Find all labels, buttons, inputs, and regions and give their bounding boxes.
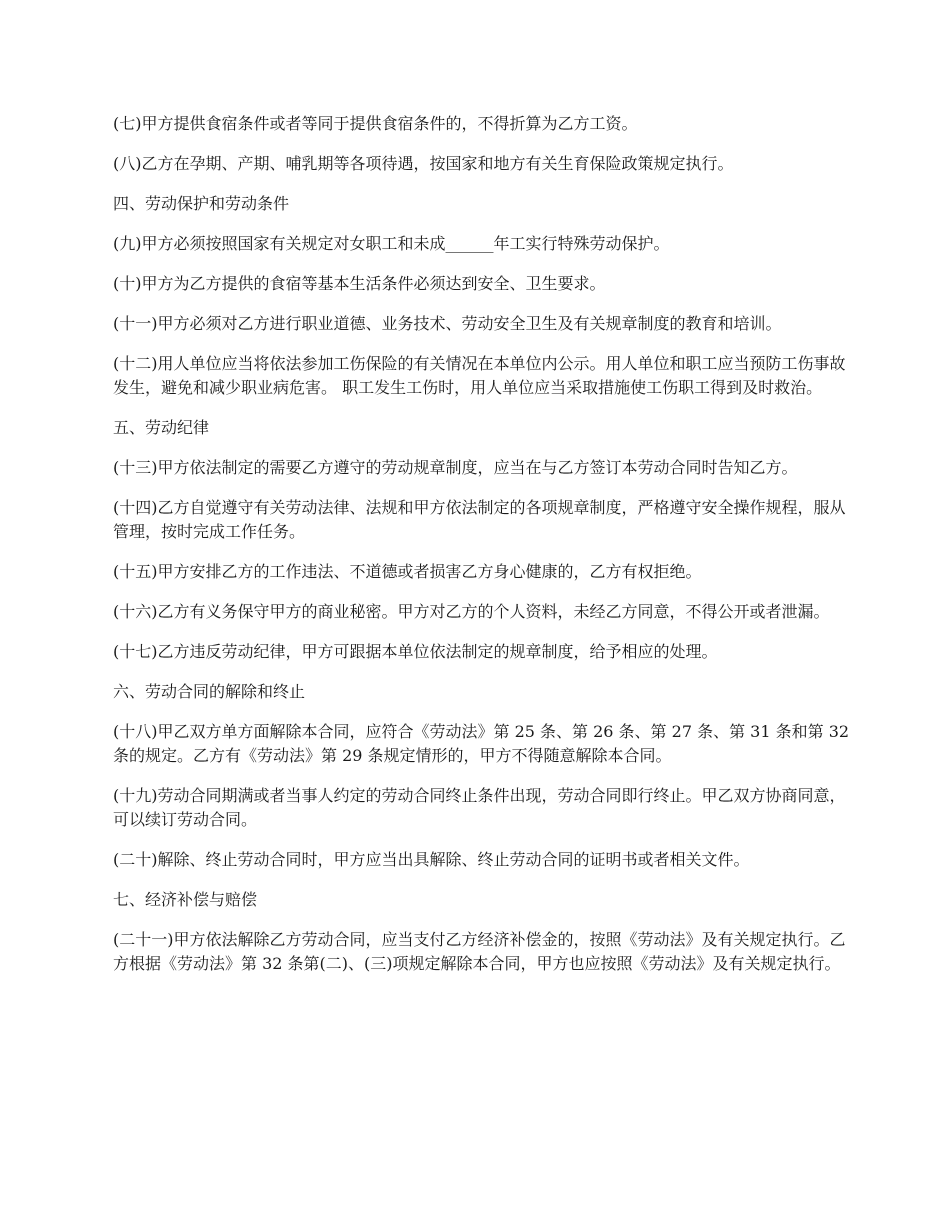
clause-14: (十四)乙方自觉遵守有关劳动法律、法规和甲方依法制定的各项规章制度，严格遵守安全操作规程，服从管理，按时完成工作任务。: [113, 498, 846, 541]
document-body: [113, 112, 853, 992]
section-heading-6: 六、劳动合同的解除和终止: [113, 682, 306, 701]
clause-9: (九)甲方必须按照国家有关规定对女职工和未成______年工实行特殊劳动保护。: [113, 234, 670, 253]
clause-18: (十八)甲乙双方单方面解除本合同，应符合《劳动法》第 25 条、第 26 条、第 27 条、第 31 条和第 32 条的规定。乙方有《劳动法》第 29 条规定情形的，甲方不得随意解除本合同。: [113, 722, 850, 765]
clause-16: (十六)乙方有义务保守甲方的商业秘密。甲方对乙方的个人资料，未经乙方同意，不得公开或者泄漏。: [113, 602, 830, 621]
clause-10: (十)甲方为乙方提供的食宿等基本生活条件必须达到安全、卫生要求。: [113, 274, 606, 293]
clause-17: (十七)乙方违反劳动纪律，甲方可跟据本单位依法制定的规章制度，给予相应的处理。: [113, 642, 718, 661]
section-heading-5: 五、劳动纪律: [113, 418, 210, 437]
clause-11: (十一)甲方必须对乙方进行职业道德、业务技术、劳动安全卫生及有关规章制度的教育和培训。: [113, 314, 782, 333]
clause-8: (八)乙方在孕期、产期、哺乳期等各项待遇，按国家和地方有关生育保险政策规定执行。: [113, 154, 734, 173]
clause-13: (十三)甲方依法制定的需要乙方遵守的劳动规章制度，应当在与乙方签订本劳动合同时告知乙方。: [113, 458, 798, 477]
section-heading-7: 七、经济补偿与赔偿: [113, 890, 258, 909]
clause-12: (十二)用人单位应当将依法参加工伤保险的有关情况在本单位内公示。用人单位和职工应当预防工伤事故发生，避免和减少职业病危害。 职工发生工伤时，用人单位应当采取措施使工伤职工得到及时救治。: [113, 354, 846, 397]
clause-20: (二十)解除、终止劳动合同时，甲方应当出具解除、终止劳动合同的证明书或者相关文件。: [113, 850, 750, 869]
clause-21: (二十一)甲方依法解除乙方劳动合同，应当支付乙方经济补偿金的，按照《劳动法》及有关规定执行。乙方根据《劳动法》第 32 条第(二)、(三)项规定解除本合同，甲方也应按照《劳动法》及有关规定执行。: [113, 930, 846, 973]
clause-19: (十九)劳动合同期满或者当事人约定的劳动合同终止条件出现，劳动合同即行终止。甲乙双方协商同意，可以续订劳动合同。: [113, 786, 846, 829]
clause-15: (十五)甲方安排乙方的工作违法、不道德或者损害乙方身心健康的，乙方有权拒绝。: [113, 562, 702, 581]
section-heading-4: 四、劳动保护和劳动条件: [113, 194, 290, 213]
clause-7: (七)甲方提供食宿条件或者等同于提供食宿条件的，不得折算为乙方工资。: [113, 114, 638, 133]
